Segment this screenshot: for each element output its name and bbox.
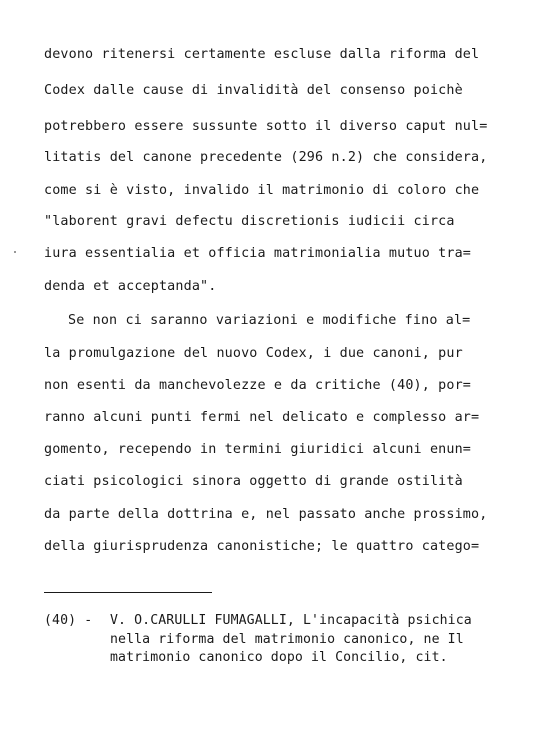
body-line: denda et acceptanda". [44, 279, 217, 294]
footnote-line: V. O.CARULLI FUMAGALLI, L'incapacità psichica [110, 613, 472, 628]
body-line: della giurisprudenza canonistiche; le quattro catego= [44, 539, 480, 554]
body-line: devono ritenersi certamente escluse dalla riforma del [44, 47, 480, 62]
body-line: da parte della dottrina e, nel passato anche prossimo, [44, 507, 488, 522]
scan-speck [14, 251, 16, 253]
body-line: ranno alcuni punti fermi nel delicato e complesso ar= [44, 410, 480, 425]
body-line: iura essentialia et officia matrimonialia mutuo tra= [44, 246, 472, 261]
body-line: ciati psicologici sinora oggetto di grande ostilità [44, 474, 463, 489]
body-line: Codex dalle cause di invalidità del consenso poichè [44, 83, 463, 98]
body-line: litatis del canone precedente (296 n.2) che considera, [44, 150, 488, 165]
body-line: "laborent gravi defectu discretionis iudicii circa [44, 214, 455, 229]
footnote-marker: (40) - [44, 613, 93, 628]
footnote-line: nella riforma del matrimonio canonico, ne Il [110, 632, 464, 647]
paragraph-first-line: Se non ci saranno variazioni e modifiche fino al= [68, 313, 471, 328]
body-line: come si è visto, invalido il matrimonio di coloro che [44, 183, 480, 198]
body-line: potrebbero essere sussunte sotto il diverso caput nul= [44, 119, 488, 134]
footnote-line: matrimonio canonico dopo il Concilio, cit. [110, 650, 448, 665]
body-line: non esenti da manchevolezze e da critiche (40), por= [44, 378, 472, 393]
body-line: la promulgazione del nuovo Codex, i due canoni, pur [44, 346, 463, 361]
footnote-separator [44, 592, 212, 593]
body-line: gomento, recependo in termini giuridici alcuni enun= [44, 442, 472, 457]
